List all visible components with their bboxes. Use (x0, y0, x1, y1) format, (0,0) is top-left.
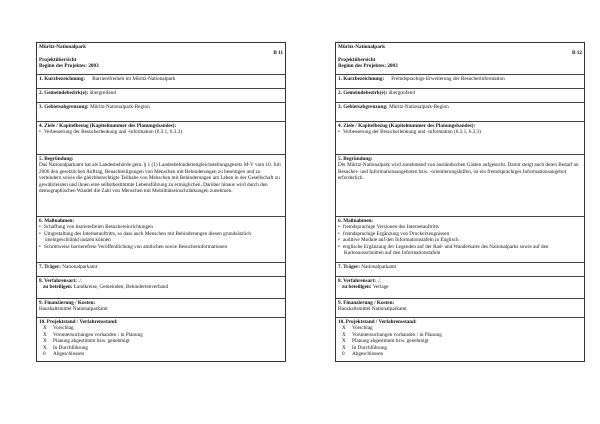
districts-value: übergreifend (388, 90, 415, 96)
financing-label: 9. Finanzierung / Kosten: (338, 300, 395, 306)
status-text: Planung abgestimmt bzw. genehmigt (352, 338, 429, 345)
reason-text: Der Müritz-Nationalpark wird zunehmend von ausländischen Gästen aufgesucht. Damit steigt auch deren Bedarf an Besucher- und Informationsangeboten bzw. -orientierungshilfen, ist ein fremdsprachiges Informationsangebot erforderlich. (338, 162, 579, 182)
status-mark: X (43, 331, 47, 338)
status-mark: 0 (43, 351, 46, 358)
section-status (336, 318, 584, 361)
status-option (39, 351, 283, 357)
section-financing (336, 299, 584, 318)
section-sponsor (336, 263, 584, 277)
measure-item: • Schrittweise barrierefreie Veröffentlichung von amtlichen sowie Besucherinformationen (45, 244, 283, 250)
short-name-value: Barrierefreiheit im Müritz-Nationalpark (92, 76, 176, 82)
status-mark: X (43, 344, 47, 351)
status-mark: X (43, 338, 47, 345)
status-label: 10. Projektstand / Verfahrensstand: (39, 319, 118, 325)
sheet-subtitle: Projektübersicht (338, 56, 376, 63)
section-reason (37, 155, 285, 217)
area-value: Müritz-Nationalpark-Region (389, 104, 449, 110)
sponsor-value: Nationalparkamt (361, 264, 397, 270)
measures-label: 6. Maßnahmen: (338, 218, 374, 224)
status-text: Vorschlag (352, 325, 373, 332)
status-text: In Durchführung (352, 344, 388, 351)
area-label: 3. Gebietsabgrenzung: (338, 104, 388, 110)
districts-value: übergreifend (89, 90, 116, 96)
procedure-value: ./. (377, 278, 382, 284)
procedure-label: 8. Verfahrensart: (39, 278, 77, 284)
reason-label: 5. Begründung: (39, 156, 74, 162)
short-name-label: 1. Kurzbezeichnung: (338, 76, 385, 82)
sponsor-value: Nationalparkamt (62, 264, 98, 270)
procedure-value: ./. (78, 278, 83, 284)
measure-item: • fremdsprachige Ergänzung von Druckerzeugnissen (344, 231, 582, 237)
project-sheet-b12 (335, 42, 585, 362)
section-districts (336, 89, 584, 103)
measure-item: • auditive Module auf den Informationstafeln in Englisch (344, 237, 582, 243)
status-text: Vorschlag (53, 325, 74, 332)
financing-value: Haushaltsmittel Nationalparkamt (39, 306, 108, 313)
financing-label: 9. Finanzierung / Kosten: (39, 300, 96, 306)
status-mark: X (342, 344, 346, 351)
section-procedure (37, 277, 285, 299)
districts-label: 2. Gemeindebezirk(e): (39, 90, 89, 96)
section-status (37, 318, 285, 361)
goal-item: • Verbesserung der Besucherlenkung und -information (6.3.1, 6.3.3) (344, 129, 582, 135)
project-start: Beginn des Projektes: 2003 (338, 63, 398, 70)
sheet-code: B 11 (273, 50, 283, 57)
status-text: Planung abgestimmt bzw. genehmigt (53, 338, 130, 345)
participants-label: zu beteiligen: (342, 284, 372, 291)
status-mark: X (342, 338, 346, 345)
reason-label: 5. Begründung: (338, 156, 373, 162)
measure-item: • Umgestaltung des Internetauftritts, so dass auch Menschen mit Behinderungen diesen grundsätzlich uneingeschränkt nutzen können (45, 231, 283, 244)
section-area (336, 103, 584, 122)
participants-label: zu beteiligen: (43, 284, 73, 291)
districts-label: 2. Gemeindebezirk(e): (338, 90, 388, 96)
participants-value: Verlage (372, 284, 389, 291)
sheet-subtitle: Projektübersicht (39, 56, 77, 63)
status-text: Abgeschlossen (53, 351, 85, 358)
section-reason (336, 155, 584, 217)
status-text: In Durchführung (53, 344, 89, 351)
section-measures (336, 217, 584, 263)
procedure-label: 8. Verfahrensart: (338, 278, 376, 284)
measure-item: • englische Ergänzung der Legenden auf der Rad- und Wanderkarte des Nationalparks sowie auf den Kartenausschnitten auf den Informationstafeln (344, 244, 582, 257)
status-mark: X (43, 325, 47, 332)
section-area (37, 103, 285, 122)
status-text: Abgeschlossen (352, 351, 384, 358)
project-start: Beginn des Projektes: 2003 (39, 63, 99, 70)
short-name-label: 1. Kurzbezeichnung: (39, 76, 86, 82)
status-mark: X (342, 325, 346, 332)
participants-value: Landkreise, Gemeinden, Behindertenverband (73, 284, 169, 291)
section-goals (336, 122, 584, 155)
sponsor-label: 7. Träger: (39, 264, 61, 270)
financing-value: Haushaltsmittel Nationalparkamt (338, 306, 407, 313)
measure-item: • Schaffung von barrierefreien Besuchereinrichtungen (45, 224, 283, 230)
sheet-code: B 12 (572, 50, 582, 57)
goals-label: 4. Ziele / Kapitelbezug (Kapitelnummer des Planungsbandes): (338, 123, 476, 129)
section-sponsor (37, 263, 285, 277)
section-short-name (37, 75, 285, 89)
section-financing (37, 299, 285, 318)
goal-item: • Verbesserung der Besucherlenkung und -information (6.3.1, 6.3.3) (45, 129, 283, 135)
section-procedure (336, 277, 584, 299)
section-districts (37, 89, 285, 103)
sponsor-label: 7. Träger: (338, 264, 360, 270)
short-name-value: Fremdsprachige Erweiterung der Besucherinformation (391, 76, 505, 82)
measures-label: 6. Maßnahmen: (39, 218, 75, 224)
sheet-header (336, 43, 584, 75)
park-title: Müritz-Nationalpark (338, 44, 385, 50)
park-title: Müritz-Nationalpark (39, 44, 86, 50)
reason-text: Das Nationalparkamt hat als Landesbehörde gem. § 1 (1) Landesbehindertengleichstellungsgesetz M-V vom 10. Juli 2006 den gesetzlichen Auftrag, Benachteiligungen von Menschen mit Behinderungen zu beseitigen und zu verhindern sowie die gleichberechtigte Teilhabe von Menschen mit Behinderungen am Leben in der Gesellschaft zu gewährleisten und ihnen eine selbstbestimmte Lebensführung zu ermöglichen. Darüber hinaus wird durch den demographischen Wandel die Zahl von Menschen mit Mobilitätseinschränkungen zunehmen. (39, 162, 281, 195)
area-value: Müritz-Nationalpark-Region (90, 104, 150, 110)
section-goals (37, 122, 285, 155)
section-measures (37, 217, 285, 263)
status-text: Voruntersuchungen vorhanden / in Planung (53, 331, 143, 338)
status-mark: 0 (342, 351, 345, 358)
measure-item: • fremdsprachige Versionen des Internetauftritts (344, 224, 582, 230)
status-text: Voruntersuchungen vorhanden / in Planung (352, 331, 442, 338)
status-mark: X (342, 331, 346, 338)
status-label: 10. Projektstand / Verfahrensstand: (338, 319, 417, 325)
project-sheet-b11 (36, 42, 286, 362)
goals-label: 4. Ziele / Kapitelbezug (Kapitelnummer des Planungsbandes): (39, 123, 177, 129)
area-label: 3. Gebietsabgrenzung: (39, 104, 89, 110)
section-short-name (336, 75, 584, 89)
sheet-header (37, 43, 285, 75)
status-option (338, 351, 582, 357)
